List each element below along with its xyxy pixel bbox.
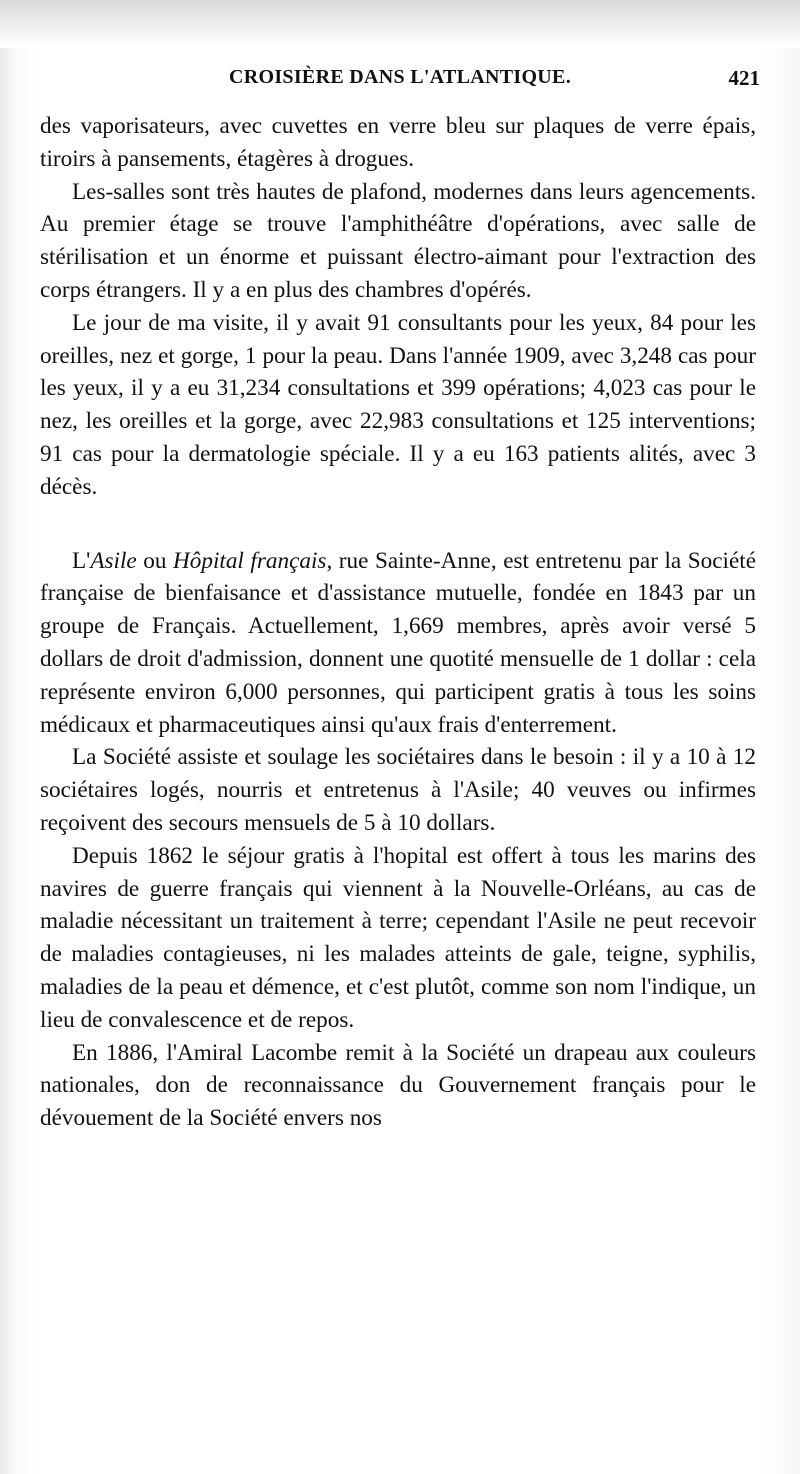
asile-lead: L': [72, 547, 91, 574]
paragraph-rooms: Les-salles sont très hautes de plafond, modernes dans leurs agencements. Au premier étage se trouve l'amphithéâtre d'opérations, avec salle de stérilisation et un énorme et puissant électro-aimant pour l'extraction des corps étrangers. Il y a en plus des chambres d'opérés.: [40, 178, 756, 303]
running-header: [40, 64, 760, 94]
paragraph-flag: En 1886, l'Amiral Lacombe remit à la Société un drapeau aux couleurs nationales, don de reconnaissance du Gouvernement français pour le dévouement de la Société envers nos: [40, 1039, 756, 1132]
paragraph-asile: [40, 545, 756, 742]
page-edge-shadow: [0, 0, 800, 48]
hopital-name: Hôpital français: [173, 547, 327, 574]
asile-description: , rue Sainte-Anne, est entretenu par la Société française de bienfaisance et d'assistance mutuelle, fondée en 1843 par un groupe de Français. Actuellement, 1,669 membres, après avoir versé 5 dollars de droit d'admission, donnent une quotité mensuelle de 1 dollar : cela représente environ 6,000 personnes, qui participent gratis à tous les soins médicaux et pharmaceutiques ainsi qu'aux frais d'enterrement.: [40, 547, 757, 738]
running-title: CROISIÈRE DANS L'ATLANTIQUE.: [229, 66, 571, 88]
paragraph-continuation: des vaporisateurs, avec cuvettes en verre bleu sur plaques de verre épais, tiroirs à pansements, étagères à drogues.: [40, 113, 756, 172]
body-text: [40, 110, 756, 1135]
paragraph-statistics: Le jour de ma visite, il y avait 91 consultants pour les yeux, 84 pour les oreilles, nez et gorge, 1 pour la peau. Dans l'année 1909, avec 3,248 cas pour les yeux, il y a eu 31,234 consultations et 399 opérations; 4,023 cas pour le nez, les oreilles et la gorge, avec 22,983 consultations et 125 interventions; 91 cas pour la dermatologie spéciale. Il y a eu 163 patients alités, avec 3 décès.: [40, 309, 756, 500]
page-number: 421: [728, 66, 760, 90]
asile-name: Asile: [90, 547, 137, 574]
paragraph-sailors: Depuis 1862 le séjour gratis à l'hopital est offert à tous les marins des navires de guerre français qui viennent à la Nouvelle-Orléans, au cas de maladie nécessitant un traitement à terre; cependant l'Asile ne peut recevoir de maladies contagieuses, ni les malades atteints de gale, teigne, syphilis, maladies de la peau et démence, et c'est plutôt, comme son nom l'indique, un lieu de convalescence et de repos.: [40, 842, 756, 1033]
asile-or: ou: [136, 547, 174, 574]
paragraph-assistance: La Société assiste et soulage les sociétaires dans le besoin : il y a 10 à 12 sociétaires logés, nourris et entretenus à l'Asile; 40 veuves ou infirmes reçoivent des secours mensuels de 5 à 10 dollars.: [40, 744, 756, 836]
